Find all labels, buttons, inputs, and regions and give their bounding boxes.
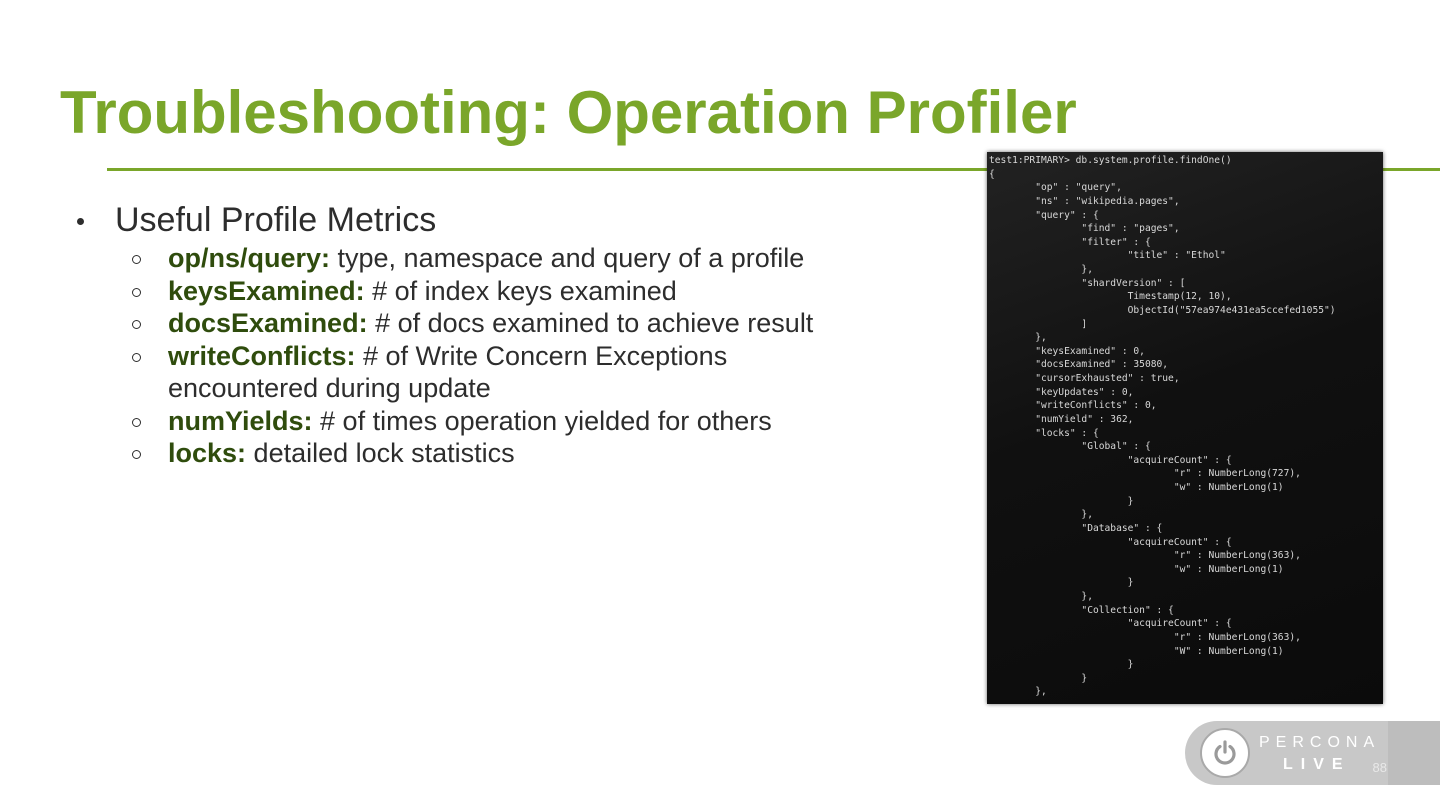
sub-bullet-list — [168, 242, 952, 470]
page-number: 88 — [1372, 760, 1387, 775]
circle-bullet-icon — [132, 255, 141, 264]
metric-key: numYields: — [168, 405, 313, 436]
metric-description: detailed lock statistics — [246, 438, 515, 468]
terminal-screenshot — [987, 152, 1383, 704]
sub-bullet-item — [168, 340, 808, 405]
metric-description: # of index keys examined — [364, 275, 677, 306]
circle-bullet-icon — [132, 418, 141, 427]
sub-bullet-item — [168, 437, 952, 470]
sub-bullet-item — [168, 242, 952, 275]
slide-title: Troubleshooting: Operation Profiler — [60, 79, 1077, 146]
bullet-list — [72, 198, 952, 470]
bullet-main-label: Useful Profile Metrics — [115, 201, 437, 239]
bullet-main — [72, 198, 952, 242]
bullet-dot-icon — [77, 218, 84, 225]
metric-key: keysExamined: — [168, 275, 365, 306]
metric-description: # of Write Concern Exceptions encountered during update — [168, 340, 728, 403]
metric-key: locks: — [168, 438, 247, 468]
metric-description: type, namespace and query of a profile — [330, 243, 805, 273]
metric-description: # of times operation yielded for others — [312, 405, 772, 436]
logo-edge — [1388, 721, 1440, 785]
percona-live-logo — [1185, 721, 1440, 785]
sub-bullet-item — [168, 275, 952, 308]
circle-bullet-icon — [132, 450, 141, 459]
circle-bullet-icon — [132, 320, 141, 329]
sub-bullet-item — [168, 405, 952, 438]
circle-bullet-icon — [132, 353, 141, 362]
terminal-output: test1:PRIMARY> db.system.profile.findOne() { "op" : "query", "ns" : "wikipedia.pages", "query" : { "find" : "pages", "filter" : { "title" : "Ethol" }, "shardVersion" : [ Timestamp(12, 10), ObjectId("57ea974e431ea5ccefed1055") ] }, "keysExamined" : 0, "docsExamined" : 35080, "cursorExhausted" : true, "keyUpdates" : 0, "writeConflicts" : 0, "numYield" : 362, "locks" : { "Global" : { "acquireCount" : { "r" : NumberLong(727), "w" : NumberLong(1) } }, "Database" : { "acquireCount" : { "r" : NumberLong(363), "w" : NumberLong(1) } }, "Collection" : { "acquireCount" : { "r" : NumberLong(363), "W" : NumberLong(1) } } }, — [989, 155, 1336, 698]
metric-description: # of docs examined to achieve result — [367, 308, 814, 338]
metric-key: op/ns/query: — [168, 243, 331, 273]
logo-word-live: LIVE — [1283, 756, 1351, 773]
logo-word-percona: PERCONA — [1259, 734, 1381, 751]
metric-key: docsExamined: — [168, 308, 368, 338]
power-icon — [1200, 728, 1250, 778]
metric-key: writeConflicts: — [168, 340, 356, 371]
sub-bullet-item — [168, 307, 952, 340]
circle-bullet-icon — [132, 288, 141, 297]
